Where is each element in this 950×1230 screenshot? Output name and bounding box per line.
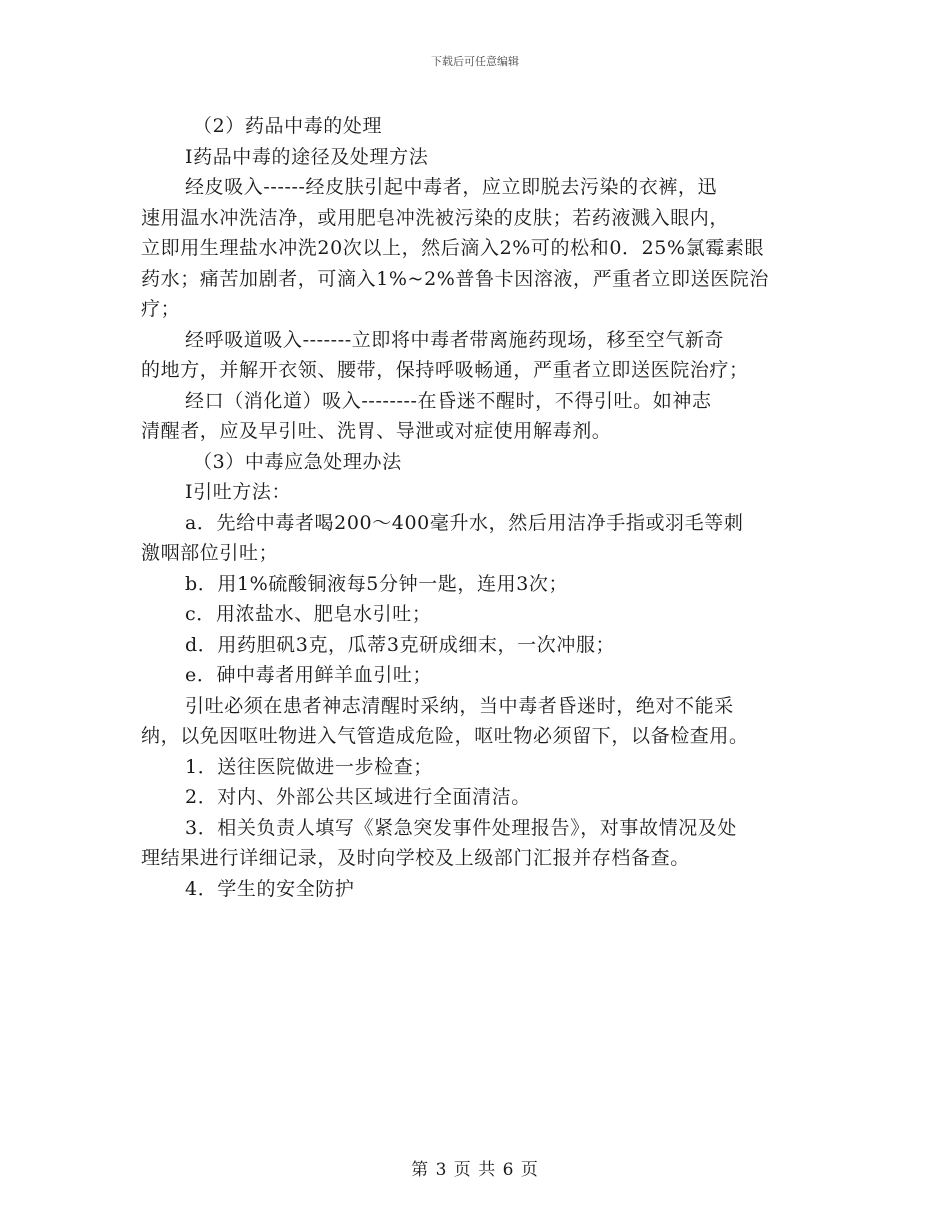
paragraph-line: 疗； (141, 298, 181, 320)
page-footer: 第 3 页 共 6 页 (411, 1160, 539, 1180)
list-item-a: a．先给中毒者喝200～400毫升水，然后用洁净手指或羽毛等刺 (185, 511, 744, 534)
paragraph-line: 理结果进行详细记录，及时向学校及上级部门汇报并存档备查。 (141, 847, 690, 869)
paragraph-line: 经皮吸入------经皮肤引起中毒者，应立即脱去污染的衣裤，迅 (185, 176, 718, 198)
document-body (141, 111, 813, 904)
numbered-item-2: 2．对内、外部公共区域进行全面清洁。 (185, 786, 531, 808)
subsection-heading-vomiting: Ⅰ引吐方法： (185, 481, 292, 503)
list-item-b: b．用1%硫酸铜液每5分钟一匙，连用3次； (185, 572, 569, 595)
numbered-item-1: 1．送往医院做进一步检查； (185, 755, 433, 778)
paragraph-line: 清醒者，应及早引吐、洗胃、导泄或对症使用解毒剂。 (141, 420, 612, 442)
section-heading-drug-poisoning: （2）药品中毒的处理 (193, 115, 383, 137)
paragraph-line: 立即用生理盐水冲洗20次以上，然后滴入2%可的松和0．25%氯霉素眼 (141, 237, 765, 259)
paragraph-line: 速用温水冲洗洁净，或用肥皂冲洗被污染的皮肤；若药液溅入眼内， (141, 206, 730, 229)
paragraph-line: 引吐必须在患者神志清醒时采纳，当中毒者昏迷时，绝对不能采 (185, 694, 734, 717)
header-note: 下载后可任意编辑 (431, 55, 519, 68)
subsection-heading-routes: Ⅰ药品中毒的途径及处理方法 (185, 145, 429, 168)
paragraph-line: 纳，以免因呕吐物进入气管造成危险，呕吐物必须留下，以备检查用。 (141, 725, 749, 747)
list-item-c: c．用浓盐水、肥皂水引吐； (185, 603, 432, 625)
list-item-e: e．砷中毒者用鲜羊血引吐； (185, 664, 433, 686)
numbered-item-4: 4．学生的安全防护 (185, 877, 355, 900)
paragraph-line: 激咽部位引吐； (141, 542, 279, 564)
paragraph-line: 经口（消化道）吸入--------在昏迷不醒时，不得引吐。如神志 (185, 389, 712, 412)
paragraph-line: 药水；痛苦加剧者，可滴入1%~2%普鲁卡因溶液，严重者立即送医院治 (141, 267, 770, 290)
section-heading-emergency: （3）中毒应急处理办法 (193, 450, 402, 473)
paragraph-line: 经呼吸道吸入-------立即将中毒者带离施药现场，移至空气新奇 (185, 328, 725, 351)
numbered-item-3: 3．相关负责人填写《紧急突发事件处理报告》，对事故情况及处 (185, 816, 737, 839)
paragraph-line: 的地方，并解开衣领、腰带，保持呼吸畅通，严重者立即送医院治疗； (141, 359, 749, 381)
list-item-d: d．用药胆矾3克，瓜蒂3克研成细末，一次冲服； (185, 633, 616, 656)
